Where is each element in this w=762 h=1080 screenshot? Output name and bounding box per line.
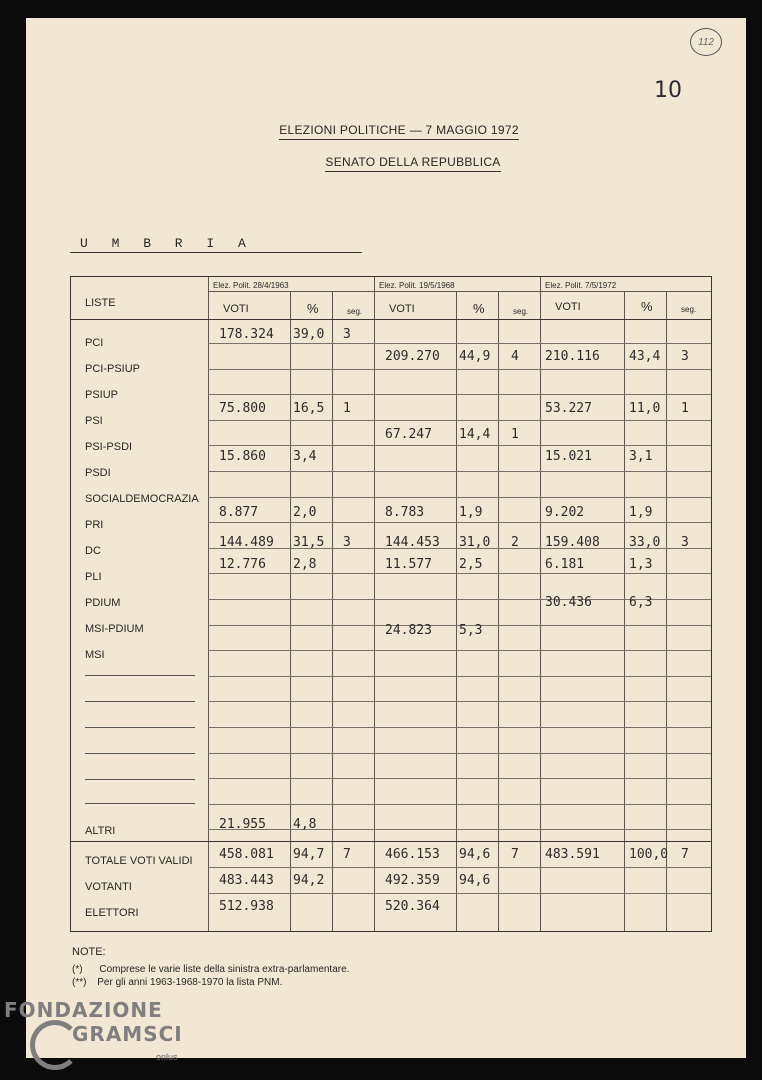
pct-1963-cell: 94,7 (293, 847, 325, 862)
pct-1963-cell: 3,4 (293, 449, 317, 464)
voti-header-1963: VOTI (223, 303, 249, 315)
vals-1968-cell: 466.153 (385, 847, 440, 862)
pct-1972-cell: 6,3 (629, 595, 653, 610)
pct-1972-cell: 1,3 (629, 557, 653, 572)
region-underline (70, 252, 362, 253)
pct-1963-cell: 2,8 (293, 557, 317, 572)
pct-1963-cell: 39,0 (293, 327, 325, 342)
rows-label: PSIUP (85, 389, 119, 401)
watermark-line1: FONDAZIONE (4, 998, 163, 1022)
seg-header-1963: seg. (347, 307, 363, 316)
rows-label: ALTRI (85, 825, 116, 837)
pct-header-1968: % (473, 301, 485, 316)
pct-1972-cell: 100,0 (629, 847, 669, 862)
pct-1968-cell: 31,0 (459, 535, 491, 550)
notes-title: NOTE: (72, 946, 106, 958)
rows-label: PLI (85, 571, 102, 583)
pct-1968-cell: 94,6 (459, 873, 491, 888)
liste-header: LISTE (85, 297, 116, 309)
vals-1968-cell: 209.270 (385, 349, 440, 364)
pct-1972-cell: 33,0 (629, 535, 661, 550)
pct-1963-cell: 16,5 (293, 401, 325, 416)
rows-label: PCI-PSIUP (85, 363, 141, 375)
vals-1968-cell: 24.823 (385, 623, 432, 638)
vals-1963-cell: 12.776 (219, 557, 266, 572)
pct-1968-cell: 5,3 (459, 623, 483, 638)
watermark-onlus: onlus (156, 1052, 178, 1062)
seg-1972-cell: 7 (681, 847, 689, 862)
group-1972: Elez. Polit. 7/5/1972 (545, 281, 617, 290)
totals-label: VOTANTI (85, 881, 132, 893)
vals-1963-cell: 21.955 (219, 817, 266, 832)
seg-1968-cell: 4 (511, 349, 519, 364)
seg-1963-cell: 7 (343, 847, 351, 862)
note-2 (72, 977, 282, 988)
rows-label: PDIUM (85, 597, 121, 609)
results-table (70, 276, 712, 932)
seg-1968-cell: 1 (511, 427, 519, 442)
note-1-mark: (*) (72, 964, 83, 975)
vals-1968-cell: 11.577 (385, 557, 432, 572)
vals-1972-cell: 6.181 (545, 557, 585, 572)
page-number: 10 (654, 78, 682, 103)
totals-label: TOTALE VOTI VALIDI (85, 855, 193, 867)
seg-1968-cell: 2 (511, 535, 519, 550)
vals-1972-cell: 15.021 (545, 449, 592, 464)
archive-stamp (690, 28, 722, 56)
note-2-mark: (**) (72, 977, 87, 988)
seg-header-1972: seg. (681, 305, 697, 314)
pct-1963-cell: 2,0 (293, 505, 317, 520)
pct-1972-cell: 43,4 (629, 349, 661, 364)
pct-header-1972: % (641, 299, 653, 314)
totals-label: ELETTORI (85, 907, 139, 919)
vals-1968-cell: 8.783 (385, 505, 425, 520)
vals-1968-cell: 492.359 (385, 873, 440, 888)
pct-1972-cell: 3,1 (629, 449, 653, 464)
note-1-text: Comprese le varie liste della sinistra extra-parlamentare. (99, 964, 350, 975)
pct-1968-cell: 1,9 (459, 505, 483, 520)
pct-1963-cell: 4,8 (293, 817, 317, 832)
vals-1963-cell: 144.489 (219, 535, 274, 550)
rows-label: DC (85, 545, 101, 557)
pct-header-1963: % (307, 301, 319, 316)
note-1 (72, 964, 349, 975)
pct-1972-cell: 1,9 (629, 505, 653, 520)
document-subtitle: SENATO DELLA REPUBBLICA (325, 155, 500, 172)
pct-1968-cell: 94,6 (459, 847, 491, 862)
vals-1963-cell: 178.324 (219, 327, 274, 342)
vals-1972-cell: 159.408 (545, 535, 600, 550)
rows-label: PRI (85, 519, 104, 531)
group-1968: Elez. Polit. 19/5/1968 (379, 281, 455, 290)
vals-1963-cell: 75.800 (219, 401, 266, 416)
seg-1972-cell: 3 (681, 349, 689, 364)
vals-1972-cell: 30.436 (545, 595, 592, 610)
pct-1963-cell: 31,5 (293, 535, 325, 550)
vals-1963-cell: 483.443 (219, 873, 274, 888)
seg-1968-cell: 7 (511, 847, 519, 862)
voti-header-1968: VOTI (389, 303, 415, 315)
seg-1972-cell: 1 (681, 401, 689, 416)
archive-stamp-number: 112 (698, 36, 714, 48)
vals-1972-cell: 210.116 (545, 349, 600, 364)
pct-1968-cell: 2,5 (459, 557, 483, 572)
group-1963: Elez. Polit. 28/4/1963 (213, 281, 289, 290)
seg-header-1968: seg. (513, 307, 529, 316)
vals-1972-cell: 53.227 (545, 401, 592, 416)
vals-1968-cell: 67.247 (385, 427, 432, 442)
pct-1968-cell: 44,9 (459, 349, 491, 364)
pct-1963-cell: 94,2 (293, 873, 325, 888)
seg-1963-cell: 3 (343, 327, 351, 342)
document-title: ELEZIONI POLITICHE — 7 MAGGIO 1972 (279, 123, 519, 140)
note-2-text: Per gli anni 1963-1968-1970 la lista PNM. (97, 977, 283, 988)
voti-header-1972: VOTI (555, 301, 581, 313)
region-title: U M B R I A (80, 236, 254, 251)
vals-1963-cell: 458.081 (219, 847, 274, 862)
vals-1972-cell: 9.202 (545, 505, 585, 520)
rows-label: PSI-PSDI (85, 441, 133, 453)
watermark-line2: GRAMSCI (72, 1022, 183, 1046)
rows-label: PCI (85, 337, 104, 349)
vals-1963-cell: 512.938 (219, 899, 274, 914)
watermark-logo-icon (30, 1020, 80, 1070)
seg-1963-cell: 1 (343, 401, 351, 416)
vals-1963-cell: 8.877 (219, 505, 259, 520)
vals-1972-cell: 483.591 (545, 847, 600, 862)
rows-label: MSI-PDIUM (85, 623, 144, 635)
rows-label: PSI (85, 415, 103, 427)
seg-1963-cell: 3 (343, 535, 351, 550)
vals-1968-cell: 144.453 (385, 535, 440, 550)
vals-1968-cell: 520.364 (385, 899, 440, 914)
pct-1968-cell: 14,4 (459, 427, 491, 442)
pct-1972-cell: 11,0 (629, 401, 661, 416)
rows-label: MSI (85, 649, 105, 661)
seg-1972-cell: 3 (681, 535, 689, 550)
rows-label: SOCIALDEMOCRAZIA (85, 493, 199, 505)
vals-1963-cell: 15.860 (219, 449, 266, 464)
rows-label: PSDI (85, 467, 111, 479)
